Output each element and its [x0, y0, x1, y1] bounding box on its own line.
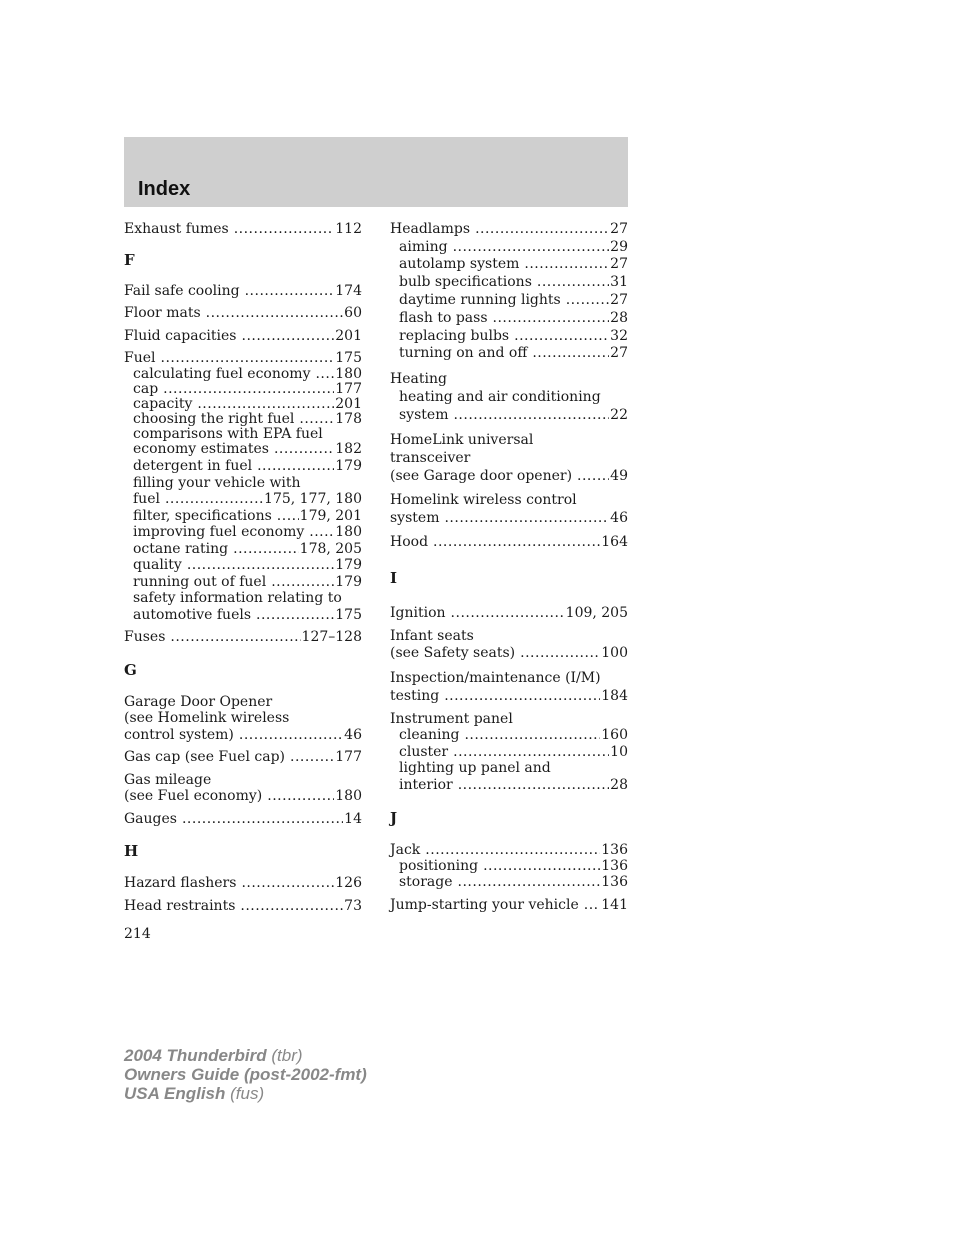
- entry-label: octane rating: [133, 540, 229, 557]
- footer-language: USA English: [124, 1084, 226, 1103]
- entry-page: 175, 177, 180: [264, 491, 362, 508]
- entry-label: Floor mats: [124, 305, 201, 321]
- index-entry-line: Homelink wireless control: [390, 491, 577, 508]
- entry-label: quality: [133, 557, 182, 574]
- entry-label: Ignition: [390, 604, 446, 621]
- entry-label: Head restraints: [124, 897, 236, 914]
- entry-page: 28: [610, 309, 628, 326]
- entry-page: 177: [335, 380, 362, 397]
- entry-page: 178: [335, 411, 362, 428]
- page-number: 214: [124, 926, 151, 942]
- entry-page: 136: [601, 858, 628, 875]
- index-entry-line: Heating: [390, 371, 447, 388]
- index-entry: [124, 305, 362, 322]
- header-band: [124, 137, 628, 207]
- entry-page: 136: [601, 842, 628, 859]
- index-entry-headlamps: [390, 221, 628, 363]
- entry-label: Exhaust fumes: [124, 221, 229, 237]
- entry-label: aiming: [399, 238, 448, 255]
- entry-page: 28: [610, 776, 628, 793]
- entry-label: (see Garage door opener): [390, 467, 573, 484]
- entry-page: 179: [335, 557, 362, 574]
- entry-page: 179, 201: [299, 507, 362, 524]
- entry-page: 177: [335, 749, 362, 766]
- index-entry: [124, 811, 362, 828]
- entry-label: running out of fuel: [133, 573, 267, 590]
- index-entry-line: Gas mileage: [124, 771, 212, 788]
- index-subentry: [124, 491, 362, 508]
- index-subentry: [124, 541, 362, 558]
- index-entry: [124, 788, 362, 805]
- entry-page: 126: [335, 875, 362, 892]
- section-letter: G: [124, 660, 137, 679]
- entry-label: capacity: [133, 395, 193, 412]
- index-entry-line: Infant seats: [390, 627, 474, 644]
- index-subentry: [124, 412, 362, 427]
- index-subentry: [390, 345, 628, 363]
- index-entry-gas-mileage: [124, 772, 362, 805]
- entry-label: Gas cap (see Fuel cap): [124, 749, 285, 766]
- entry-page: 60: [344, 305, 362, 321]
- index-entry: [124, 629, 362, 646]
- entry-label: control system): [124, 726, 234, 743]
- entry-page: 201: [335, 327, 362, 344]
- index-entry: [124, 875, 362, 892]
- entry-label: system: [390, 509, 440, 526]
- entry-page: 32: [610, 327, 628, 344]
- entry-page: 46: [610, 509, 628, 526]
- entry-label: filter, specifications: [133, 507, 272, 524]
- index-subentry: [390, 310, 628, 328]
- footer-document-info: [124, 1046, 367, 1103]
- footer-language-code: (fus): [230, 1084, 265, 1103]
- section-letter: H: [124, 842, 139, 861]
- entry-label: storage: [399, 874, 453, 891]
- entry-label: Fail safe cooling: [124, 282, 240, 299]
- entry-page: 10: [610, 743, 628, 760]
- entry-label: flash to pass: [399, 309, 488, 326]
- entry-page: 180: [335, 524, 362, 541]
- index-entry-homelink-universal: [390, 431, 628, 485]
- index-entry: [390, 645, 628, 663]
- index-subentry-line: lighting up panel and: [399, 760, 551, 777]
- entry-label: autolamp system: [399, 256, 520, 273]
- entry-page: 29: [610, 238, 628, 255]
- section-letter: I: [390, 568, 398, 587]
- entry-label: economy estimates: [133, 440, 269, 457]
- index-subentry: [124, 524, 362, 541]
- entry-page: 100: [601, 645, 628, 662]
- entry-page: 109, 205: [565, 604, 628, 621]
- index-subentry-line: safety information relating to: [133, 590, 342, 607]
- index-subentry: [390, 274, 628, 292]
- index-entry: [124, 727, 362, 744]
- index-subentry: [124, 607, 362, 624]
- entry-label: system: [399, 406, 449, 423]
- index-entry: [390, 842, 628, 858]
- index-entry-inspection: [390, 669, 628, 705]
- entry-page: 27: [610, 256, 628, 273]
- entry-label: replacing bulbs: [399, 327, 510, 344]
- index-entry: [124, 898, 362, 915]
- section-letter: J: [390, 809, 398, 828]
- index-subentry: [390, 407, 628, 425]
- entry-label: positioning: [399, 858, 479, 875]
- entry-page: 27: [610, 221, 628, 237]
- entry-page: 180: [335, 365, 362, 382]
- index-subentry: [390, 777, 628, 794]
- entry-page: 178, 205: [299, 540, 362, 557]
- entry-label: turning on and off: [399, 345, 528, 362]
- index-entry: [124, 328, 362, 345]
- index-entry-line: (see Homelink wireless: [124, 710, 290, 727]
- index-entry-line: HomeLink universal: [390, 431, 534, 448]
- entry-label: cap: [133, 380, 159, 397]
- entry-page: 201: [335, 395, 362, 412]
- entry-page: 174: [335, 282, 362, 299]
- entry-page: 27: [610, 345, 628, 362]
- index-subentry: [390, 239, 628, 257]
- footer-line: [124, 1084, 367, 1103]
- entry-label: Jack: [390, 842, 421, 859]
- index-subentry: [390, 727, 628, 744]
- page-title: Index: [138, 178, 191, 200]
- entry-label: Headlamps: [390, 221, 471, 237]
- footer-guide: Owners Guide (post-2002-fmt): [124, 1065, 367, 1084]
- index-subentry: [124, 382, 362, 397]
- index-subentry: [124, 397, 362, 412]
- index-subentry: [390, 256, 628, 274]
- index-entry: [124, 283, 362, 300]
- index-subentry: [124, 367, 362, 382]
- index-subentry-line: heating and air conditioning: [399, 388, 601, 405]
- entry-label: (see Fuel economy): [124, 788, 263, 805]
- index-entry: [390, 221, 628, 239]
- entry-label: interior: [399, 776, 453, 793]
- entry-label: Fluid capacities: [124, 327, 237, 344]
- index-entry: [390, 467, 628, 485]
- entry-page: 31: [610, 274, 628, 291]
- index-subentry: [390, 328, 628, 346]
- entry-label: Fuel: [124, 350, 156, 366]
- entry-label: daytime running lights: [399, 291, 561, 308]
- entry-page: 49: [610, 467, 628, 484]
- entry-page: 184: [601, 687, 628, 704]
- entry-label: improving fuel economy: [133, 524, 305, 541]
- entry-label: Jump-starting your vehicle: [390, 897, 579, 914]
- index-entry: [390, 533, 628, 551]
- index-entry: [124, 221, 362, 238]
- index-entry: [124, 350, 362, 367]
- index-subentry: [124, 508, 362, 525]
- entry-label: Hazard flashers: [124, 875, 237, 892]
- entry-label: Fuses: [124, 629, 166, 646]
- entry-label: fuel: [133, 491, 160, 508]
- entry-page: 112: [335, 221, 362, 237]
- index-subentry: [124, 557, 362, 574]
- index-entry-instrument-panel: [390, 711, 628, 794]
- index-entry-heating: [390, 371, 628, 424]
- index-entry: [390, 687, 628, 705]
- footer-model: 2004 Thunderbird: [124, 1046, 267, 1065]
- entry-label: Hood: [390, 533, 429, 550]
- entry-page: 14: [344, 810, 362, 827]
- entry-page: 182: [335, 440, 362, 457]
- entry-page: 46: [344, 726, 362, 743]
- index-column-right: [390, 221, 628, 914]
- index-subentry-line: comparisons with EPA fuel: [133, 426, 323, 443]
- entry-label: cluster: [399, 743, 449, 760]
- index-entry-infant-seats: [390, 628, 628, 663]
- entry-page: 73: [344, 897, 362, 914]
- index-entry: [124, 749, 362, 766]
- entry-page: 160: [601, 727, 628, 744]
- index-entry-homelink-wireless: [390, 491, 628, 527]
- footer-line: [124, 1046, 367, 1065]
- entry-label: cleaning: [399, 727, 460, 744]
- index-entry-line: Instrument panel: [390, 710, 513, 727]
- section-letter: F: [124, 250, 135, 269]
- entry-label: calculating fuel economy: [133, 365, 311, 382]
- entry-label: testing: [390, 687, 440, 704]
- index-subentry: [390, 744, 628, 761]
- entry-label: choosing the right fuel: [133, 411, 295, 428]
- index-column-left: [124, 221, 362, 914]
- entry-label: automotive fuels: [133, 606, 252, 623]
- entry-label: detergent in fuel: [133, 458, 253, 475]
- entry-page: 180: [335, 788, 362, 805]
- entry-page: 22: [610, 406, 628, 423]
- index-subentry: [390, 874, 628, 890]
- index-entry: [390, 509, 628, 527]
- entry-page: 179: [335, 458, 362, 475]
- index-entry: [390, 897, 628, 914]
- index-subentry: [124, 574, 362, 591]
- index-subentry: [124, 442, 362, 457]
- entry-label: Gauges: [124, 810, 177, 827]
- index-entry-fuel: [124, 350, 362, 623]
- index-entry-garage: [124, 694, 362, 744]
- index-entry-line: Inspection/maintenance (I/M): [390, 669, 601, 686]
- index-subentry: [390, 292, 628, 310]
- entry-page: 175: [335, 606, 362, 623]
- entry-page: 136: [601, 874, 628, 891]
- index-entry-line: transceiver: [390, 449, 471, 466]
- entry-label: (see Safety seats): [390, 645, 516, 662]
- entry-page: 141: [601, 897, 628, 914]
- entry-page: 164: [601, 533, 628, 550]
- entry-page: 175: [335, 350, 362, 366]
- index-entry: [390, 604, 628, 622]
- index-subentry: [390, 858, 628, 874]
- footer-line: [124, 1065, 367, 1084]
- index-subentry: [124, 458, 362, 475]
- footer-model-code: (tbr): [271, 1046, 303, 1065]
- entry-page: 27: [610, 291, 628, 308]
- entry-label: bulb specifications: [399, 274, 532, 291]
- index-entry-line: Garage Door Opener: [124, 693, 273, 710]
- index-entry-jack: [390, 842, 628, 890]
- entry-page: 179: [335, 573, 362, 590]
- entry-page: 127–128: [301, 629, 362, 646]
- index-subentry-line: filling your vehicle with: [133, 474, 301, 491]
